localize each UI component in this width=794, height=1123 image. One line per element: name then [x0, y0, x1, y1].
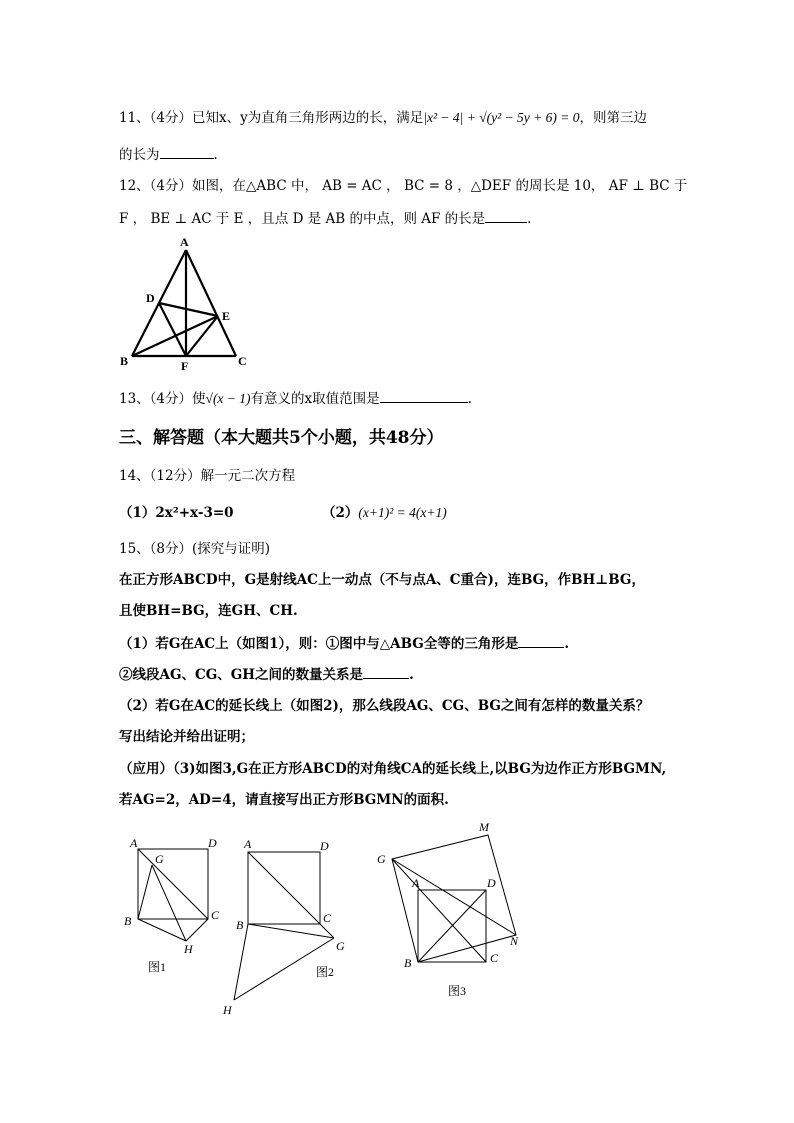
q13-radical: √(x − 1): [205, 391, 251, 406]
q14-part1: （1）2x²+x-3=0: [119, 505, 234, 521]
q12-edge-ac: [186, 250, 236, 356]
fig1-segment-bh: [138, 919, 186, 941]
fig1-label-b: B: [124, 914, 132, 928]
q12-label-f: F: [181, 359, 189, 373]
fig2-label-h: H: [223, 1003, 232, 1017]
q14-part2-formula: (x+1)² = 4(x+1): [358, 505, 447, 520]
q15-answer-blank-1: [518, 633, 564, 648]
fig1-segment-ch: [186, 919, 208, 941]
q12-line1: 12、（4分）如图，在△ABC 中， AB = AC ， BC = 8 ，△DEF 的周长是 10， AF ⊥ BC 于: [119, 178, 688, 194]
q14-part2: [322, 503, 447, 523]
q12-triangle-figure: [118, 236, 258, 376]
fig3-label-m: M: [479, 820, 489, 834]
fig1-label-h: H: [184, 942, 193, 956]
q12-segment-fe: [186, 316, 218, 356]
fig2-label-g: G: [336, 939, 345, 953]
q15-para-7: （应用）（3)如图3,G在正方形ABCD的对角线CA的延长线上,以BG为边作正方形BGMN,: [119, 761, 667, 777]
q12-label-e: E: [222, 309, 231, 323]
fig2-segment-bh: [234, 924, 248, 1000]
q15-para-2: 且使BH=BG，连GH、CH.: [119, 603, 298, 619]
section3-title: 三、解答题（本大题共5个小题，共48分）: [119, 428, 444, 448]
q15-para-4-prefix: ②线段AG、CG、GH之间的数量关系是: [119, 667, 364, 683]
fig1-diagonal-ac: [138, 849, 208, 919]
q11-suffix: ，则第三边: [579, 110, 647, 126]
q12-line2: [119, 208, 531, 229]
q13-prefix: 13、（4分）使: [119, 391, 206, 407]
fig3-label-n: N: [510, 934, 519, 948]
fig3-label-a: A: [412, 876, 420, 890]
fig3-label-c: C: [490, 951, 499, 965]
fig2-label-b: B: [236, 918, 244, 932]
q12-segment-de: [159, 303, 218, 316]
fig2-segment-bg: [248, 924, 334, 938]
q12-segment-df: [159, 303, 186, 356]
fig3-label-b: B: [404, 956, 412, 970]
q12-line2-suffix: .: [527, 211, 532, 227]
q12-line2-prefix: F ， BE ⊥ AC 于 E ，且点 D 是 AB 的中点，则 AF 的长是: [119, 211, 486, 227]
fig3-line-gc: [392, 859, 486, 962]
q11-line2-suffix: .: [213, 147, 218, 163]
q15-para-3: [119, 633, 569, 654]
q15-para-1: 在正方形ABCD中，G是射线AC上一动点（不与点A、C重合)，连BG，作BH⊥BG，: [119, 572, 645, 588]
q13-line: [119, 388, 472, 409]
q13-middle: 有意义的x取值范围是: [250, 391, 380, 407]
q13-suffix: .: [467, 391, 472, 407]
q15-para-4-suffix: .: [409, 667, 414, 683]
fig1-label-d: D: [208, 836, 217, 850]
q11-formula: |x² − 4| + √(y² − 5y + 6) = 0: [423, 110, 580, 125]
q15-para-5: （2）若G在AC的延长线上（如图2)，那么线段AG、CG、BG之间有怎样的数量关系？: [119, 698, 650, 714]
fig1-label-g: G: [155, 852, 164, 866]
q11-line2-prefix: 的长为: [119, 147, 160, 163]
figure-1: [120, 835, 230, 985]
q11-prefix: 11、（4分）已知x、y为直角三角形两边的长，满足: [119, 110, 424, 126]
q11-line2: [119, 144, 218, 165]
fig3-label-g: G: [377, 852, 386, 866]
q13-answer-blank: [380, 388, 468, 403]
fig2-label-a: A: [244, 837, 252, 851]
fig1-label-c: C: [211, 908, 220, 922]
fig1-segment-bg: [138, 865, 152, 919]
q14-part2-label: （2）: [322, 505, 359, 521]
q12-label-a: A: [180, 235, 189, 249]
fig1-label-a: A: [130, 836, 138, 850]
fig2-label-d: D: [320, 839, 329, 853]
fig1-caption: 图1: [148, 960, 167, 974]
fig1-segment-gh: [152, 865, 186, 941]
q12-label-b: B: [120, 354, 129, 368]
q15-answer-blank-2: [363, 664, 409, 679]
fig2-diagonal-ag: [248, 852, 334, 938]
fig3-label-d: D: [487, 876, 496, 890]
fig3-square-bgmn: [392, 835, 516, 962]
q15-para-3-suffix: .: [564, 636, 570, 652]
figure-2: [220, 835, 360, 1020]
q11-answer-blank: [160, 144, 214, 159]
q15-para-3-prefix: （1）若G在AC上（如图1），则：①图中与△ABG全等的三角形是: [119, 636, 519, 652]
q14-title: 14、（12分）解一元二次方程: [119, 468, 296, 484]
q15-para-6: 写出结论并给出证明；: [119, 729, 254, 745]
q15-para-4: [119, 664, 414, 685]
q12-label-d: D: [146, 291, 155, 305]
fig2-caption: 图2: [316, 965, 335, 979]
fig3-caption: 图3: [448, 984, 467, 998]
q15-para-8: 若AG=2，AD=4，请直接写出正方形BGMN的面积.: [119, 792, 449, 808]
fig2-label-c: C: [323, 911, 332, 925]
q12-label-c: C: [238, 354, 247, 368]
q11-line1: [119, 108, 647, 128]
figure-3: [370, 815, 540, 1005]
q12-answer-blank: [485, 208, 527, 223]
q15-title: 15、（8分）(探究与证明): [119, 541, 271, 557]
